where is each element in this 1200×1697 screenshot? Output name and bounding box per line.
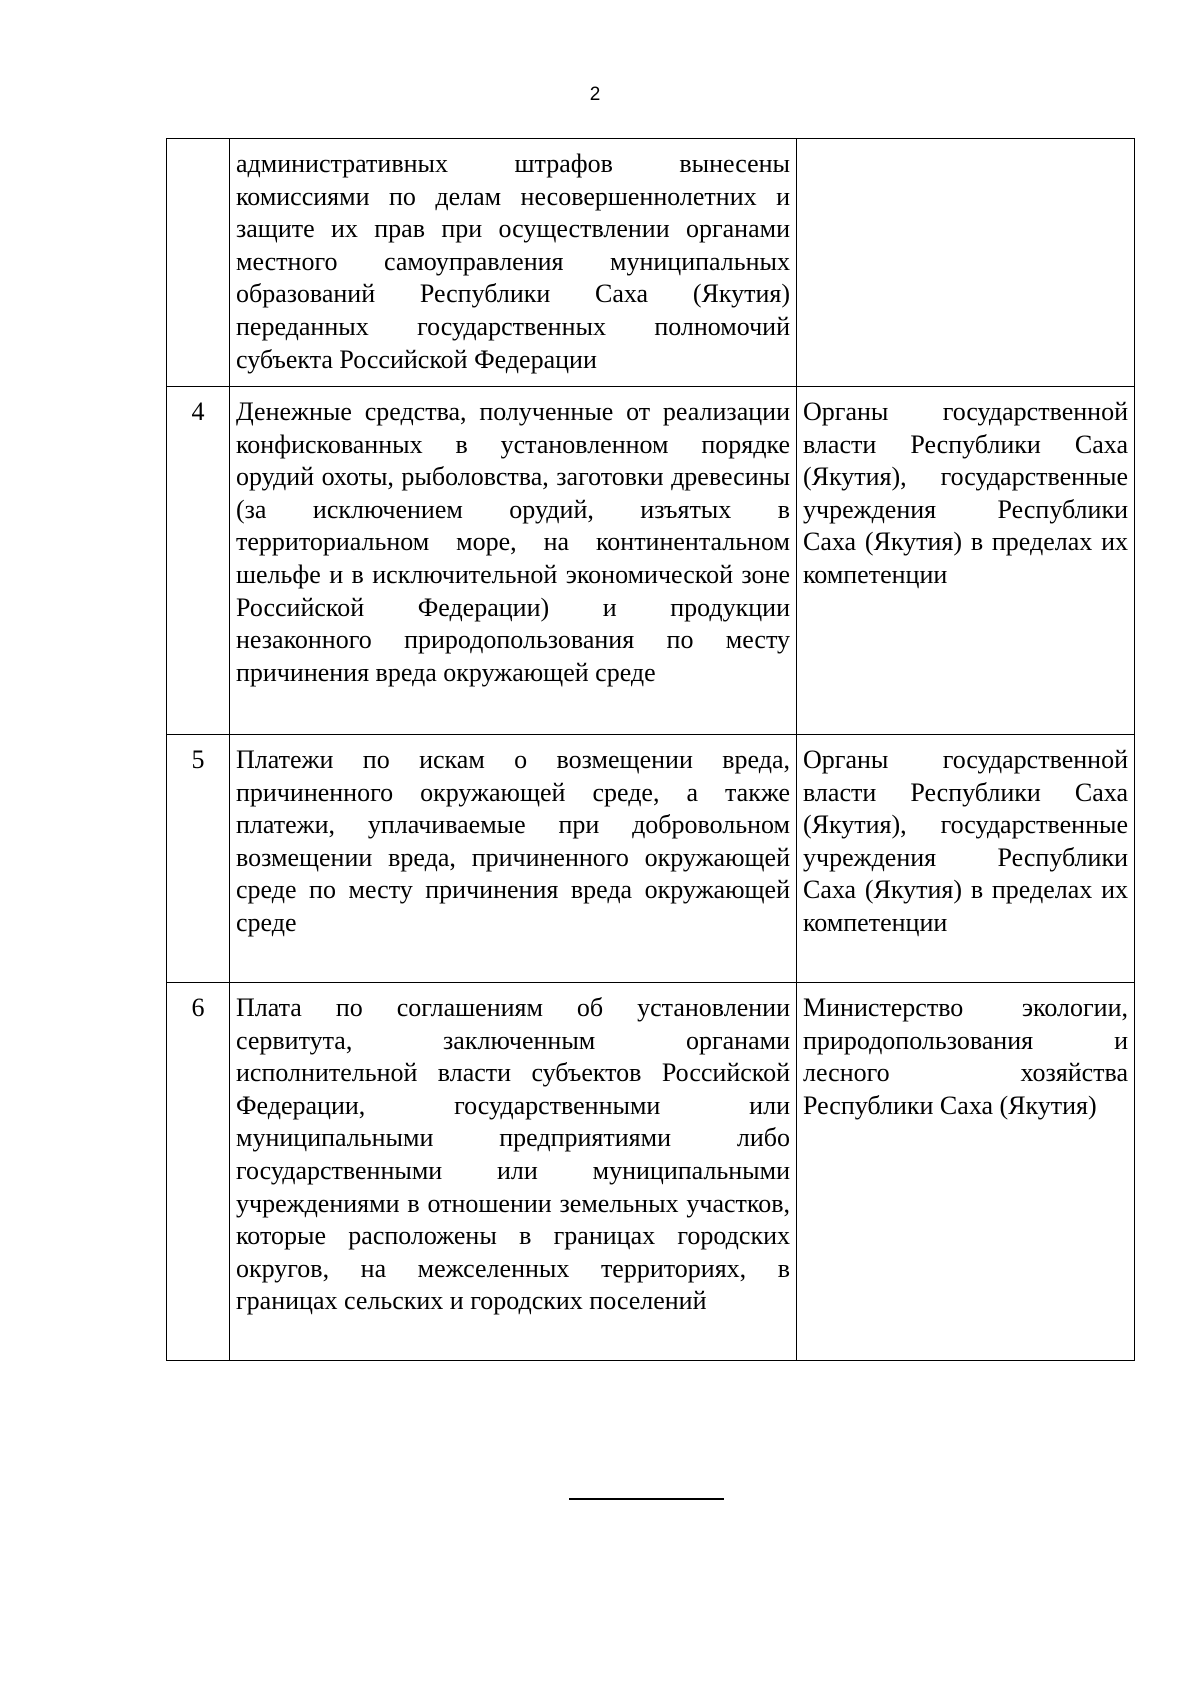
end-of-document-line [569,1498,724,1500]
revenue-description-cell: Платежи по искам о возмещении вреда, причиненного окружающей среде, а также платежи, уплачиваемые при добровольном возмещении вреда, причиненного окружающей среде по месту причинения вреда окружающей среде [230,735,797,983]
administrator-cell: Министерство экологии, природопользования и лесного хозяйства Республики Саха (Якутия) [797,983,1135,1361]
revenue-description-cell: Плата по соглашениям об установлении сервитута, заключенным органами исполнительной власти субъектов Российской Федерации, государственными или муниципальными предприятиями либо государственными или муниципальными учреждениями в отношении земельных участков, которые расположены в границах городских округов, на межселенных территориях, в границах сельских и городских поселений [230,983,797,1361]
row-number-cell: 4 [167,387,230,735]
revenue-description-cell: административных штрафов вынесены комиссиями по делам несовершеннолетних и защите их прав при осуществлении органами местного самоуправления муниципальных образований Республики Саха (Якутия) переданных государственных полномочий субъекта Российской Федерации [230,139,797,387]
table-row-4 [167,387,1135,735]
row-number-cell: 6 [167,983,230,1361]
table-row-continued [167,139,1135,387]
row-number-cell [167,139,230,387]
revenue-description-cell: Денежные средства, полученные от реализации конфискованных в установленном порядке орудий охоты, рыболовства, заготовки древесины (за исключением орудий, изъятых в территориальном море, на континентальном шельфе и в исключительной экономической зоне Российской Федерации) и продукции незаконного природопользования по месту причинения вреда окружающей среде [230,387,797,735]
revenue-sources-table [166,138,1135,1361]
table-row-5 [167,735,1135,983]
administrator-cell: Органы государственной власти Республики Саха (Якутия), государственные учреждения Республики Саха (Якутия) в пределах их компетенции [797,387,1135,735]
page-number: 2 [589,84,601,105]
table-row-6 [167,983,1135,1361]
administrator-cell [797,139,1135,387]
row-number-cell: 5 [167,735,230,983]
administrator-cell: Органы государственной власти Республики Саха (Якутия), государственные учреждения Республики Саха (Якутия) в пределах их компетенции [797,735,1135,983]
